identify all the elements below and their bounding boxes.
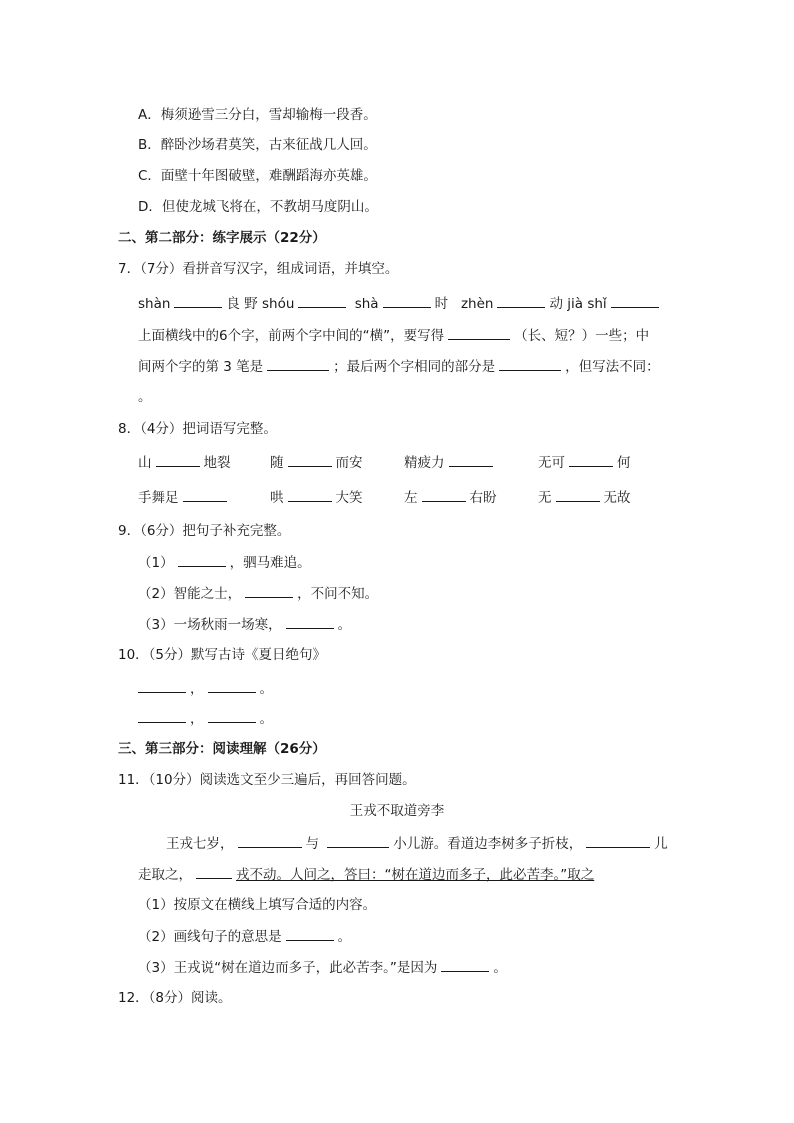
q8-idiom-1: 山 地裂 xyxy=(138,455,231,471)
passage-line-2: 走取之， 戎不动。人问之，答曰：“树在道边而多子，此必苦李。”取之 xyxy=(138,867,595,883)
blank[interactable] xyxy=(286,927,334,941)
q10-line-1: ， 。 xyxy=(138,679,273,698)
q11-stem: 11．（10分）阅读选文至少三遍后，再回答问题。 xyxy=(118,772,416,788)
pinyin-2: shóu xyxy=(262,296,295,312)
blank[interactable] xyxy=(286,615,334,629)
passage-title: 王戎不取道旁李 xyxy=(349,803,445,819)
pinyin-5: jià shǐ xyxy=(567,296,607,312)
blank[interactable] xyxy=(327,834,389,848)
q9-sentence-3: （3）一场秋雨一场寒， 。 xyxy=(138,617,352,633)
blank[interactable] xyxy=(298,294,346,308)
q11-sub-2: （2）画线句子的意思是 。 xyxy=(138,929,352,945)
blank[interactable] xyxy=(497,294,545,308)
q11-sub-1: （1）按原文在横线上填写合适的内容。 xyxy=(138,897,377,913)
q7-pinyin-row: shàn 良 野 shóu shà 时 zhèn 动 jià shǐ xyxy=(138,294,663,313)
q7-line-2: 上面横线中的6个字，前两个字中间的“横”，要写得 （长、短？）一些；中 xyxy=(138,328,650,344)
blank[interactable] xyxy=(138,679,186,693)
q8-idiom-7: 左 右盼 xyxy=(404,490,497,506)
q8-idiom-3: 精疲力 xyxy=(404,453,497,472)
q7-line-3: 间两个字的第 3 笔是 ；最后两个字相同的部分是 ，但写法不同： xyxy=(138,359,660,375)
blank[interactable] xyxy=(288,453,332,467)
q9-sentence-1: （1） ，驷马难追。 xyxy=(138,555,311,571)
q8-idiom-6: 哄 大笑 xyxy=(270,490,363,506)
blank[interactable] xyxy=(569,453,613,467)
blank[interactable] xyxy=(245,584,293,598)
pinyin-3: shà xyxy=(354,296,379,312)
blank[interactable] xyxy=(611,294,659,308)
blank[interactable] xyxy=(138,709,186,723)
pinyin-4: zhèn xyxy=(460,296,494,312)
blank[interactable] xyxy=(383,294,431,308)
q9-stem: 9．（6分）把句子补充完整。 xyxy=(118,523,291,539)
q9-sentence-2: （2）智能之士， ，不问不知。 xyxy=(138,586,379,602)
q11-sub-3: （3）王戎说“树在道边而多子，此必苦李。”是因为 。 xyxy=(138,960,507,976)
blank[interactable] xyxy=(556,488,600,502)
blank[interactable] xyxy=(208,709,256,723)
blank[interactable] xyxy=(208,679,256,693)
blank[interactable] xyxy=(448,326,510,340)
blank[interactable] xyxy=(422,488,466,502)
pinyin-1: shàn xyxy=(138,296,171,312)
blank[interactable] xyxy=(156,453,200,467)
blank[interactable] xyxy=(178,553,226,567)
blank[interactable] xyxy=(441,958,489,972)
option-c: C．面壁十年图破壁，难酬蹈海亦英雄。 xyxy=(138,168,377,184)
blank[interactable] xyxy=(449,453,493,467)
q8-idiom-8: 无 无故 xyxy=(538,490,631,506)
blank[interactable] xyxy=(499,357,561,371)
blank[interactable] xyxy=(183,488,227,502)
q8-stem: 8．（4分）把词语写完整。 xyxy=(118,421,277,437)
q8-idiom-4: 无可 何 xyxy=(538,455,631,471)
section-3-title: 三、第三部分：阅读理解（26分） xyxy=(118,741,326,757)
blank[interactable] xyxy=(238,834,302,848)
q7-stem: 7．（7分）看拼音写汉字，组成词语，并填空。 xyxy=(118,261,399,277)
option-a: A．梅须逊雪三分白，雪却输梅一段香。 xyxy=(138,107,377,123)
q10-stem: 10．（5分）默写古诗《夏日绝句》 xyxy=(118,647,327,663)
option-d: D．但使龙城飞将在，不教胡马度阴山。 xyxy=(138,199,378,215)
blank[interactable] xyxy=(586,834,650,848)
blank[interactable] xyxy=(174,294,222,308)
passage-line-1: 王戎七岁， 与 小儿游。看道边李树多子折枝， 儿 xyxy=(166,836,668,852)
blank[interactable] xyxy=(288,488,332,502)
blank[interactable] xyxy=(196,865,232,879)
option-b: B．醉卧沙场君莫笑，古来征战几人回。 xyxy=(138,137,377,153)
underlined-sentence: 戎不动。人问之，答曰：“树在道边而多子，此必苦李。”取之 xyxy=(236,867,595,883)
q12-stem: 12．（8分）阅读。 xyxy=(118,990,232,1006)
q8-idiom-2: 随 而安 xyxy=(270,455,363,471)
section-2-title: 二、第二部分：练字展示（22分） xyxy=(118,230,326,246)
q10-line-2: ， 。 xyxy=(138,709,273,728)
q7-line-4: 。 xyxy=(138,389,152,405)
blank[interactable] xyxy=(267,357,329,371)
q8-idiom-5: 手舞足 xyxy=(138,488,231,507)
